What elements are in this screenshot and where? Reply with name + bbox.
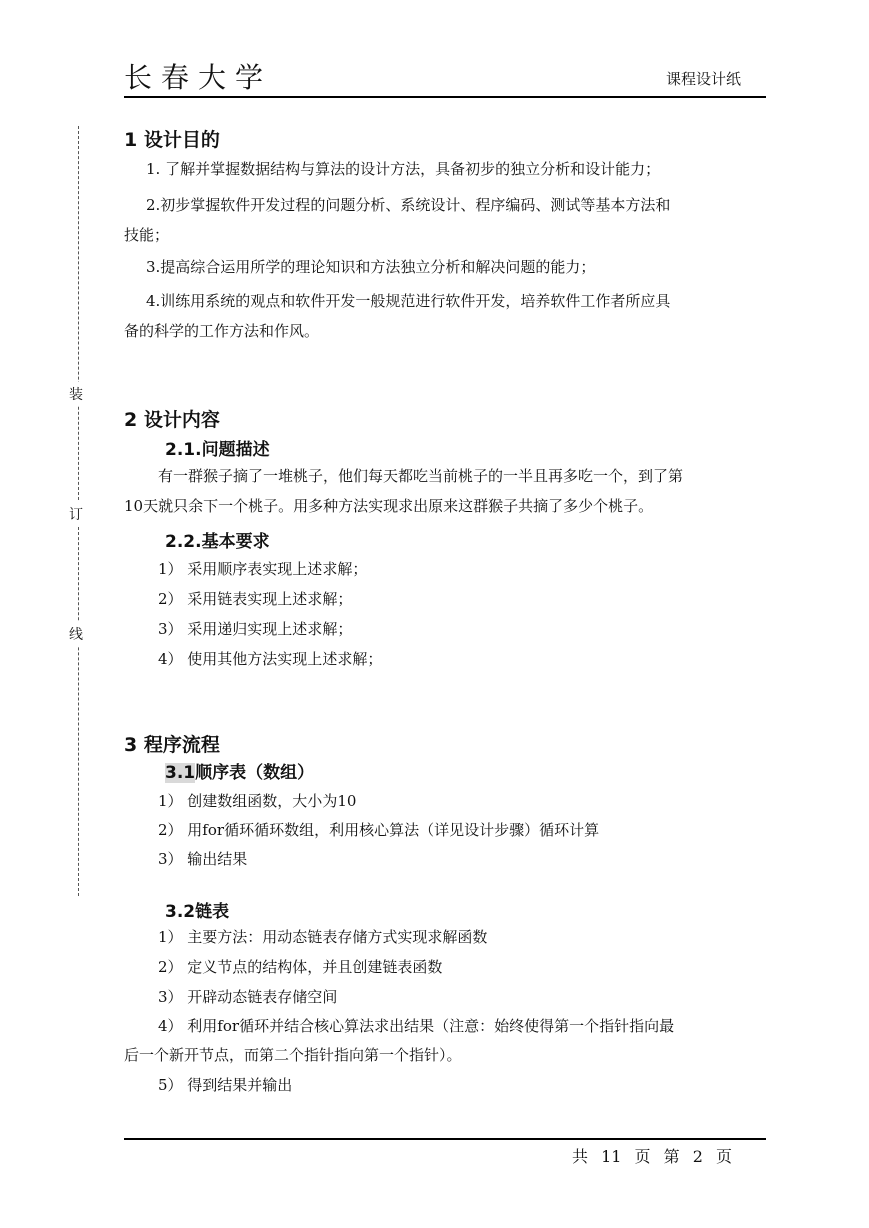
footer-rule xyxy=(124,1138,766,1140)
binding-char-xian: 线 xyxy=(69,622,83,646)
subsection-3-1-number: 3.1 xyxy=(165,763,196,783)
section-1-item-1: 1. 了解并掌握数据结构与算法的设计方法，具备初步的独立分析和设计能力； xyxy=(146,160,661,178)
requirement-item-1: 1） 采用顺序表实现上述求解； xyxy=(158,560,368,578)
section-1-item-3: 3.提高综合运用所学的理论知识和方法独立分析和解决问题的能力； xyxy=(146,258,596,276)
subsection-2-2-heading: 2.2.基本要求 xyxy=(165,532,270,552)
linked-list-step-1: 1） 主要方法：用动态链表存储方式实现求解函数 xyxy=(158,928,488,946)
array-step-1: 1） 创建数组函数，大小为10 xyxy=(158,792,357,810)
requirement-item-2: 2） 采用链表实现上述求解； xyxy=(158,590,353,608)
subsection-3-1-title: 顺序表（数组） xyxy=(195,763,315,783)
linked-list-step-5: 5） 得到结果并输出 xyxy=(158,1076,293,1094)
linked-list-step-4-cont: 后一个新开节点，而第二个指针指向第一个指针）。 xyxy=(124,1046,462,1064)
section-1-item-4-cont: 备的科学的工作方法和作风。 xyxy=(124,322,320,340)
binding-char-ding: 订 xyxy=(69,502,83,526)
requirement-item-4: 4） 使用其他方法实现上述求解； xyxy=(158,650,383,668)
linked-list-step-2: 2） 定义节点的结构体，并且创建链表函数 xyxy=(158,958,443,976)
subsection-2-1-heading: 2.1.问题描述 xyxy=(165,440,270,460)
problem-description-line-2: 10天就只余下一个桃子。用多种方法实现求出原来这群猴子共摘了多少个桃子。 xyxy=(124,497,654,515)
array-step-2: 2） 用for循环循环数组，利用核心算法（详见设计步骤）循环计算 xyxy=(158,821,600,839)
subsection-3-1-heading xyxy=(165,758,314,783)
section-1-heading: 1 设计目的 xyxy=(124,129,220,151)
document-type-label: 课程设计纸 xyxy=(666,70,742,88)
section-1-item-4: 4.训练用系统的观点和软件开发一般规范进行软件开发，培养软件工作者所应具 xyxy=(146,292,671,310)
page-number: 共 11 页 第 2 页 xyxy=(572,1147,732,1166)
section-2-heading: 2 设计内容 xyxy=(124,409,220,431)
linked-list-step-4: 4） 利用for循环并结合核心算法求出结果（注意：始终使得第一个指针指向最 xyxy=(158,1017,675,1035)
section-3-heading: 3 程序流程 xyxy=(124,734,220,756)
section-1-item-2: 2.初步掌握软件开发过程的问题分析、系统设计、程序编码、测试等基本方法和 xyxy=(146,196,671,214)
section-1-item-2-cont: 技能； xyxy=(124,226,170,244)
requirement-item-3: 3） 采用递归实现上述求解； xyxy=(158,620,353,638)
problem-description-line-1: 有一群猴子摘了一堆桃子，他们每天都吃当前桃子的一半且再多吃一个，到了第 xyxy=(158,467,684,485)
header-rule xyxy=(124,96,766,98)
subsection-3-2-heading: 3.2链表 xyxy=(165,902,230,922)
binding-char-zhuang: 装 xyxy=(69,382,83,406)
school-name: 长春大学 xyxy=(124,61,273,94)
array-step-3: 3） 输出结果 xyxy=(158,850,248,868)
linked-list-step-3: 3） 开辟动态链表存储空间 xyxy=(158,988,338,1006)
